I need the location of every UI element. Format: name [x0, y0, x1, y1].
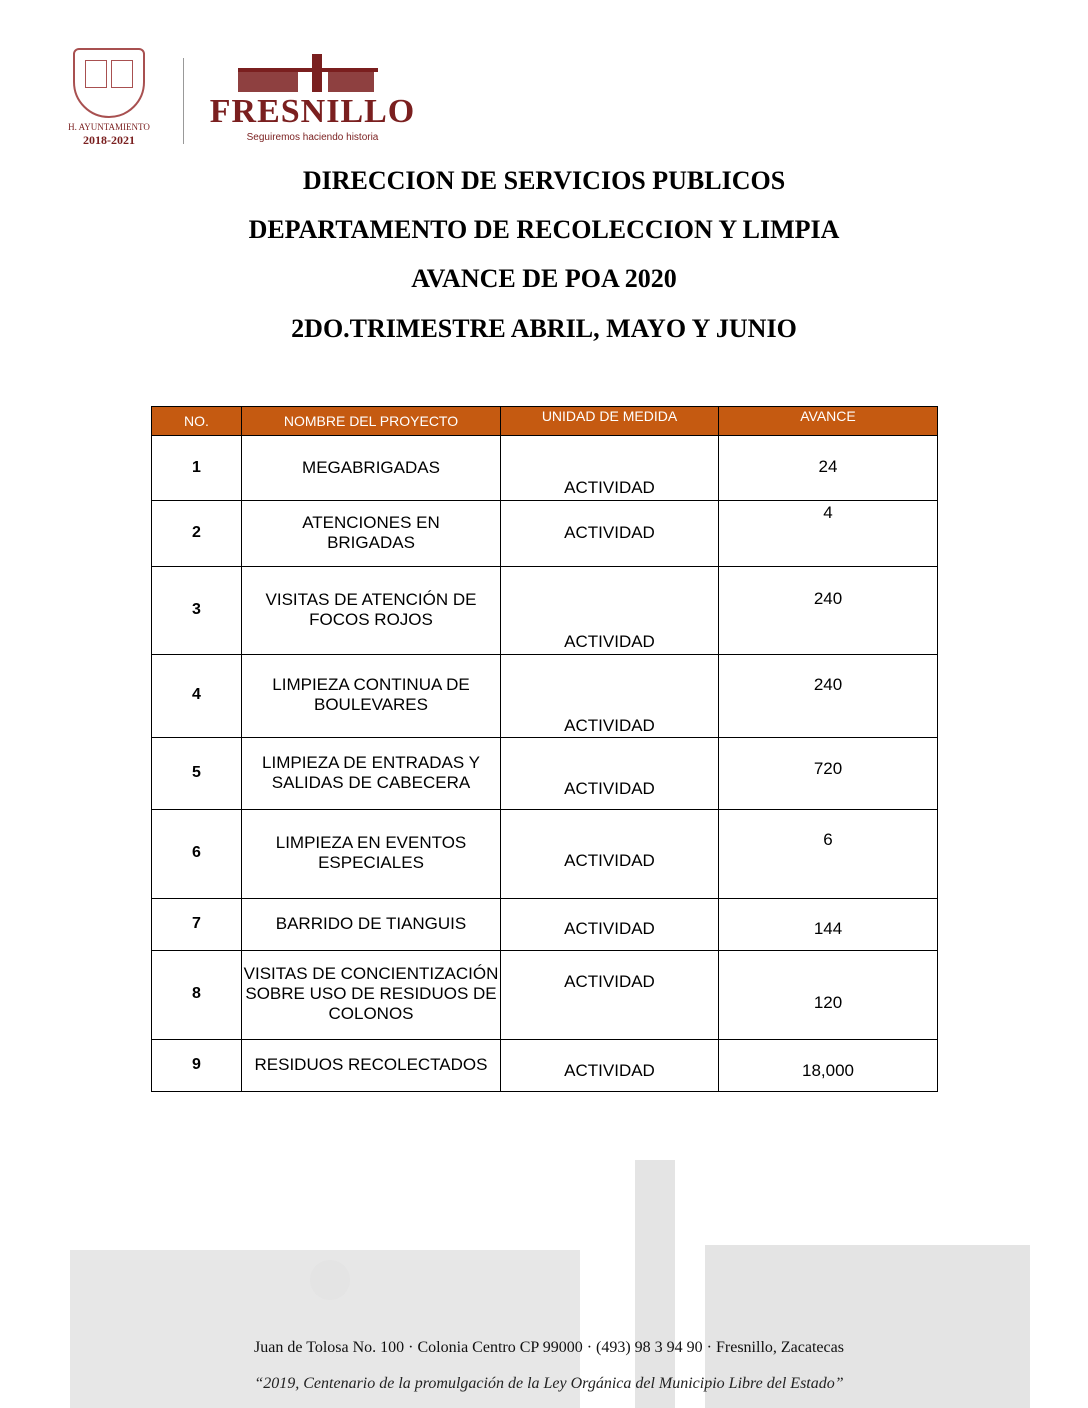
cell-no-text: 1 — [192, 459, 201, 476]
cell-unit — [501, 810, 719, 898]
table-row — [152, 810, 937, 899]
footer-address: Juan de Tolosa No. 100 · Colonia Centro CP 99000 · (493) 98 3 94 90 · Fresnillo, Zacatecas — [254, 1339, 844, 1356]
cell-no — [152, 501, 242, 566]
col-header-avance: AVANCE — [800, 408, 856, 424]
cell-no-text: 2 — [192, 524, 201, 541]
table-row — [152, 1040, 937, 1092]
cell-unit-text: ACTIVIDAD — [564, 851, 655, 870]
cell-avance-text: 18,000 — [802, 1061, 854, 1080]
brand-name: FRESNILLO — [209, 93, 416, 130]
cell-unit — [501, 501, 719, 566]
cell-no-text: 6 — [192, 844, 201, 861]
cell-no — [152, 899, 242, 950]
cell-no-text: 5 — [192, 764, 201, 781]
cell-avance-text: 240 — [813, 675, 843, 694]
cell-no-text: 7 — [192, 915, 201, 932]
logo-divider — [183, 58, 184, 144]
title-department: DEPARTAMENTO DE RECOLECCION Y LIMPIA — [248, 215, 840, 244]
title-direction: DIRECCION DE SERVICIOS PUBLICOS — [302, 166, 786, 195]
cell-avance-text: 4 — [823, 503, 833, 522]
cell-no — [152, 567, 242, 654]
cell-avance-text: 6 — [823, 830, 833, 849]
cell-no — [152, 951, 242, 1039]
poa-table — [151, 406, 938, 1092]
cell-avance — [719, 951, 937, 1039]
cell-unit — [501, 567, 719, 654]
cell-avance-text: 120 — [813, 993, 843, 1012]
cell-unit — [501, 1040, 719, 1091]
cell-unit — [501, 899, 719, 950]
seal-years: 2018-2021 — [83, 133, 135, 147]
footer-motto: “2019, Centenario de la promulgación de la Ley Orgánica del Municipio Libre del Estado” — [254, 1375, 844, 1392]
cell-name — [242, 810, 501, 898]
table-row — [152, 655, 937, 738]
col-header-name: NOMBRE DEL PROYECTO — [242, 407, 501, 435]
cell-name-text: LIMPIEZA CONTINUA DE BOULEVARES — [272, 675, 470, 714]
cell-avance — [719, 655, 937, 737]
cell-name-text: VISITAS DE CONCIENTIZACIÓN SOBRE USO DE RESIDUOS DE COLONOS — [243, 964, 499, 1023]
cell-name — [242, 951, 501, 1039]
table-row — [152, 899, 937, 951]
footer-monument-watermark — [60, 1160, 1040, 1408]
cell-name-text: ATENCIONES EN BRIGADAS — [302, 513, 440, 552]
table-row — [152, 567, 937, 655]
cell-name-text: VISITAS DE ATENCIÓN DE FOCOS ROJOS — [265, 590, 477, 629]
cell-name-text: LIMPIEZA EN EVENTOS ESPECIALES — [275, 833, 467, 872]
cell-name — [242, 501, 501, 566]
cell-unit — [501, 436, 719, 500]
cell-avance — [719, 899, 937, 950]
cell-avance — [719, 1040, 937, 1091]
cell-name-text: LIMPIEZA DE ENTRADAS Y SALIDAS DE CABECERA — [262, 753, 480, 792]
cell-unit-text: ACTIVIDAD — [564, 919, 655, 938]
cell-unit-text: ACTIVIDAD — [564, 716, 655, 735]
cell-no — [152, 1040, 242, 1091]
cell-avance — [719, 436, 937, 500]
cell-no-text: 9 — [192, 1056, 201, 1073]
cell-name-text: MEGABRIGADAS — [302, 458, 440, 477]
cell-unit — [501, 655, 719, 737]
cell-unit — [501, 738, 719, 809]
cell-avance — [719, 738, 937, 809]
cell-avance — [719, 567, 937, 654]
cell-name — [242, 1040, 501, 1091]
table-body — [152, 436, 937, 1092]
cell-no-text: 8 — [192, 985, 201, 1002]
cell-avance — [719, 810, 937, 898]
seal-caption: H. AYUNTAMIENTO — [68, 122, 150, 132]
table-row — [152, 738, 937, 810]
col-header-unit: UNIDAD DE MEDIDA — [501, 407, 719, 435]
title-poa: AVANCE DE POA 2020 — [411, 264, 677, 293]
ayuntamiento-seal-logo — [59, 48, 159, 147]
cell-unit-text: ACTIVIDAD — [564, 972, 655, 991]
cell-avance-text: 720 — [813, 759, 843, 778]
cell-no — [152, 738, 242, 809]
title-quarter: 2DO.TRIMESTRE ABRIL, MAYO Y JUNIO — [291, 314, 797, 343]
cell-avance-text: 24 — [818, 457, 838, 476]
cell-name — [242, 738, 501, 809]
cell-avance — [719, 501, 937, 566]
cell-no-text: 3 — [192, 601, 201, 618]
cell-name — [242, 436, 501, 500]
cell-avance-text: 240 — [813, 589, 843, 608]
table-row — [152, 951, 937, 1040]
cell-name — [242, 567, 501, 654]
cell-no — [152, 810, 242, 898]
cell-unit-text: ACTIVIDAD — [564, 478, 655, 497]
cell-unit-text: ACTIVIDAD — [564, 632, 655, 651]
cell-avance-text: 144 — [813, 919, 843, 938]
cell-unit — [501, 951, 719, 1039]
cell-name — [242, 899, 501, 950]
table-header — [152, 407, 937, 436]
cell-name-text: BARRIDO DE TIANGUIS — [275, 914, 467, 933]
cell-unit-text: ACTIVIDAD — [564, 523, 655, 542]
fresnillo-logo — [205, 50, 420, 144]
cell-no — [152, 655, 242, 737]
cell-unit-text: ACTIVIDAD — [564, 1061, 655, 1080]
cell-name — [242, 655, 501, 737]
brand-tagline: Seguiremos haciendo historia — [246, 132, 379, 143]
col-header-no: NO. — [152, 407, 242, 435]
cell-no-text: 4 — [192, 686, 201, 703]
table-row — [152, 501, 937, 567]
cell-no — [152, 436, 242, 500]
cell-name-text: RESIDUOS RECOLECTADOS — [254, 1055, 488, 1074]
skyline-icon — [205, 50, 420, 92]
table-row — [152, 436, 937, 501]
seal-icon — [73, 48, 145, 118]
cell-unit-text: ACTIVIDAD — [564, 779, 655, 798]
